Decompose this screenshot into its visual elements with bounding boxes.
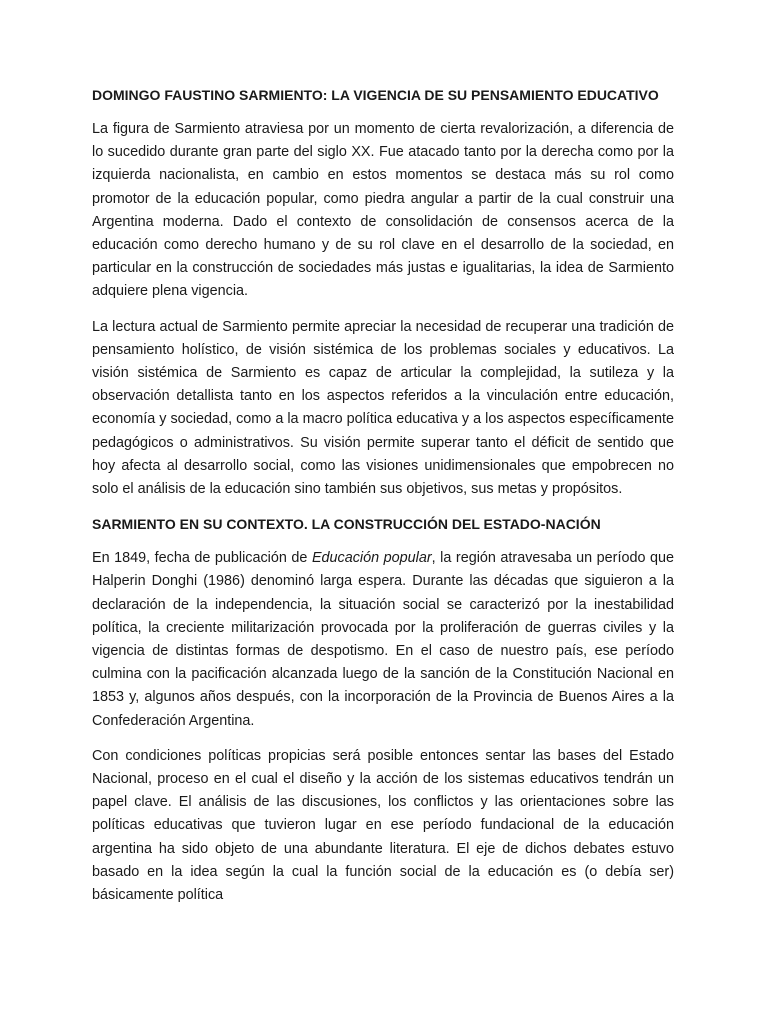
document-page xyxy=(92,84,674,919)
paragraph-3-text-end: , la región atravesaba un período que Halperin Donghi (1986) denominó larga espera. Durante las décadas que siguieron a la declaración de la independencia, la situación social se caracterizó por la inestabilidad política, la creciente militarización provocada por la proliferación de guerras civiles y la vigencia de distintas formas de despotismo. En el caso de nuestro país, ese período culmina con la pacificación alcanzada luego de la sanción de la Constitución Nacional en 1853 y, algunos años después, con la incorporación de la Provincia de Buenos Aires a la Confederación Argentina. xyxy=(92,550,674,729)
section-heading-2: SARMIENTO EN SU CONTEXTO. LA CONSTRUCCIÓN DEL ESTADO-NACIÓN xyxy=(92,516,601,533)
book-title: Educación popular xyxy=(311,550,432,567)
paragraph-4: Con condiciones políticas propicias será posible entonces sentar las bases del Estado Nacional, proceso en el cual el diseño y la acción de los sistemas educativos tendrán un papel clave. El análisis de las discusiones, los conflictos y las orientaciones sobre las políticas educativas que tuvieron lugar en ese período fundacional de la educación argentina ha sido objeto de una abundante literatura. El eje de dichos debates estuvo basado en la idea según la cual la función social de la educación es (o debía ser) básicamente política xyxy=(92,747,674,904)
section-heading-1: DOMINGO FAUSTINO SARMIENTO: LA VIGENCIA DE SU PENSAMIENTO EDUCATIVO xyxy=(92,87,659,103)
paragraph-3 xyxy=(92,547,674,733)
paragraph-3-text-start: En 1849, fecha de publicación de xyxy=(92,550,312,567)
paragraph-2: La lectura actual de Sarmiento permite apreciar la necesidad de recuperar una tradición de pensamiento holístico, de visión sistémica de los problemas sociales y educativos. La visión sistémica de Sarmiento es capaz de articular la complejidad, la sutileza y la observación detallista tanto en los aspectos referidos a la vinculación entre educación, economía y sociedad, como a la macro política educativa y a los aspectos específicamente pedagógicos o administrativos. Su visión permite superar tanto el déficit de sentido que hoy afecta al desarrollo social, como las visiones unidimensionales que empobrecen no solo el análisis de la educación sino también sus objetivos, sus metas y propósitos. xyxy=(92,318,674,498)
paragraph-1: La figura de Sarmiento atraviesa por un momento de cierta revalorización, a diferencia de lo sucedido durante gran parte del siglo XX. Fue atacado tanto por la derecha como por la izquierda nacionalista, en cambio en estos momentos se destaca más su rol como promotor de la educación popular, como piedra angular a partir de la cual construir una Argentina moderna. Dado el contexto de consolidación de consensos acerca de la educación como derecho humano y de su rol clave en el desarrollo de la sociedad, en particular en la construcción de sociedades más justas e igualitarias, la idea de Sarmiento adquiere plena vigencia. xyxy=(92,121,674,300)
